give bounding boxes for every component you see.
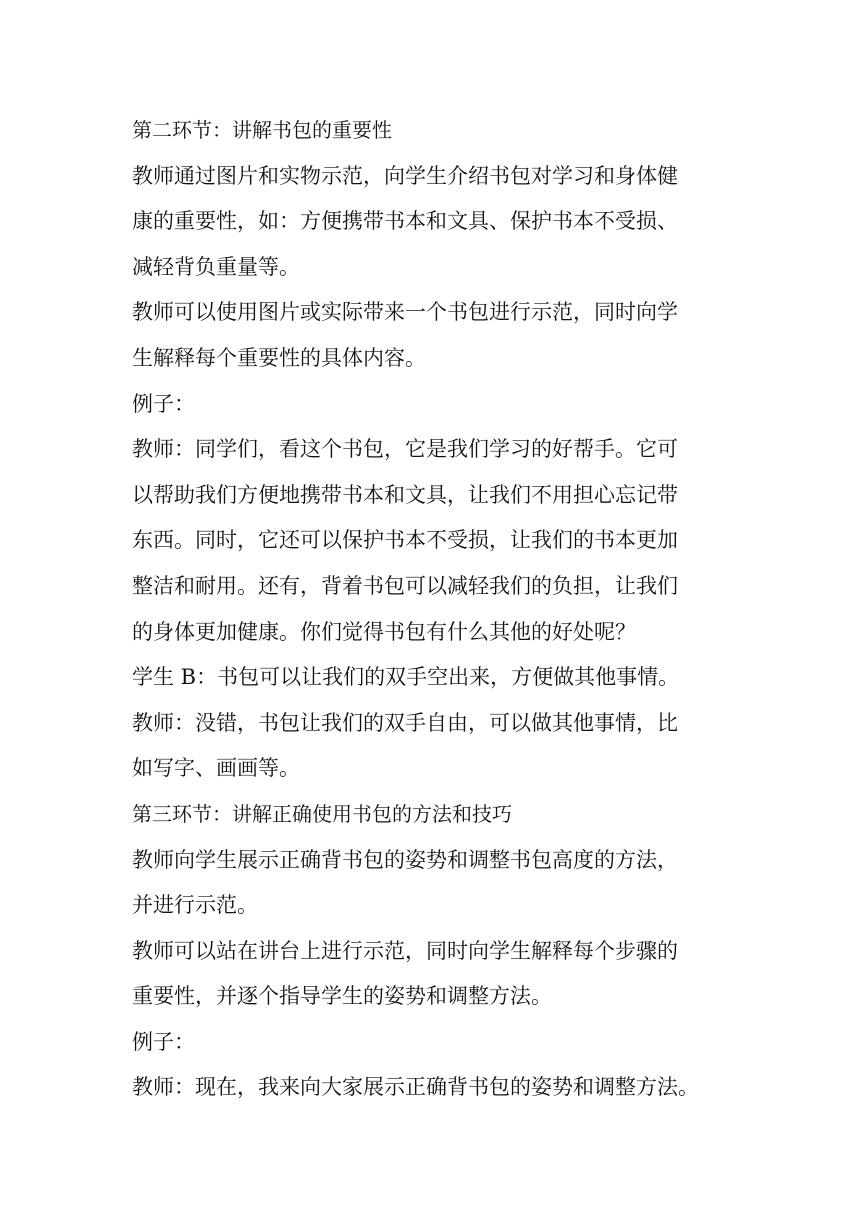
paragraph-line: 教师向学生展示正确背书包的姿势和调整书包高度的方法， xyxy=(132,847,678,872)
dialogue-line: 以帮助我们方便地携带书本和文具，让我们不用担心忘记带 xyxy=(132,482,678,507)
example-label: 例子： xyxy=(132,391,195,416)
section-heading-3: 第三环节：讲解正确使用书包的方法和技巧 xyxy=(132,801,512,826)
paragraph-line: 重要性，并逐个指导学生的姿势和调整方法。 xyxy=(132,984,552,1009)
dialogue-line: 教师：同学们，看这个书包，它是我们学习的好帮手。它可 xyxy=(132,437,678,462)
paragraph-line: 教师可以站在讲台上进行示范，同时向学生解释每个步骤的 xyxy=(132,938,678,963)
paragraph-line: 教师通过图片和实物示范，向学生介绍书包对学习和身体健 xyxy=(132,163,678,188)
paragraph-line: 生解释每个重要性的具体内容。 xyxy=(132,345,426,370)
paragraph-line: 减轻背负重量等。 xyxy=(132,254,300,279)
dialogue-line: 学生 B：书包可以让我们的双手空出来，方便做其他事情。 xyxy=(132,665,680,690)
document-body xyxy=(132,108,732,1111)
dialogue-line: 整洁和耐用。还有，背着书包可以减轻我们的负担，让我们 xyxy=(132,573,678,598)
dialogue-line: 教师：现在，我来向大家展示正确背书包的姿势和调整方法。 xyxy=(132,1075,699,1100)
dialogue-line: 东西。同时，它还可以保护书本不受损，让我们的书本更加 xyxy=(132,528,678,553)
paragraph-line: 教师可以使用图片或实际带来一个书包进行示范，同时向学 xyxy=(132,300,678,325)
section-heading-2: 第二环节：讲解书包的重要性 xyxy=(132,118,392,142)
dialogue-line: 教师：没错，书包让我们的双手自由，可以做其他事情，比 xyxy=(132,710,678,735)
dialogue-line: 如写字、画画等。 xyxy=(132,756,300,781)
paragraph-line: 并进行示范。 xyxy=(132,893,258,918)
example-label: 例子： xyxy=(132,1029,195,1054)
paragraph-line: 康的重要性，如：方便携带书本和文具、保护书本不受损、 xyxy=(132,209,678,234)
dialogue-line: 的身体更加健康。你们觉得书包有什么其他的好处呢？ xyxy=(132,619,636,644)
